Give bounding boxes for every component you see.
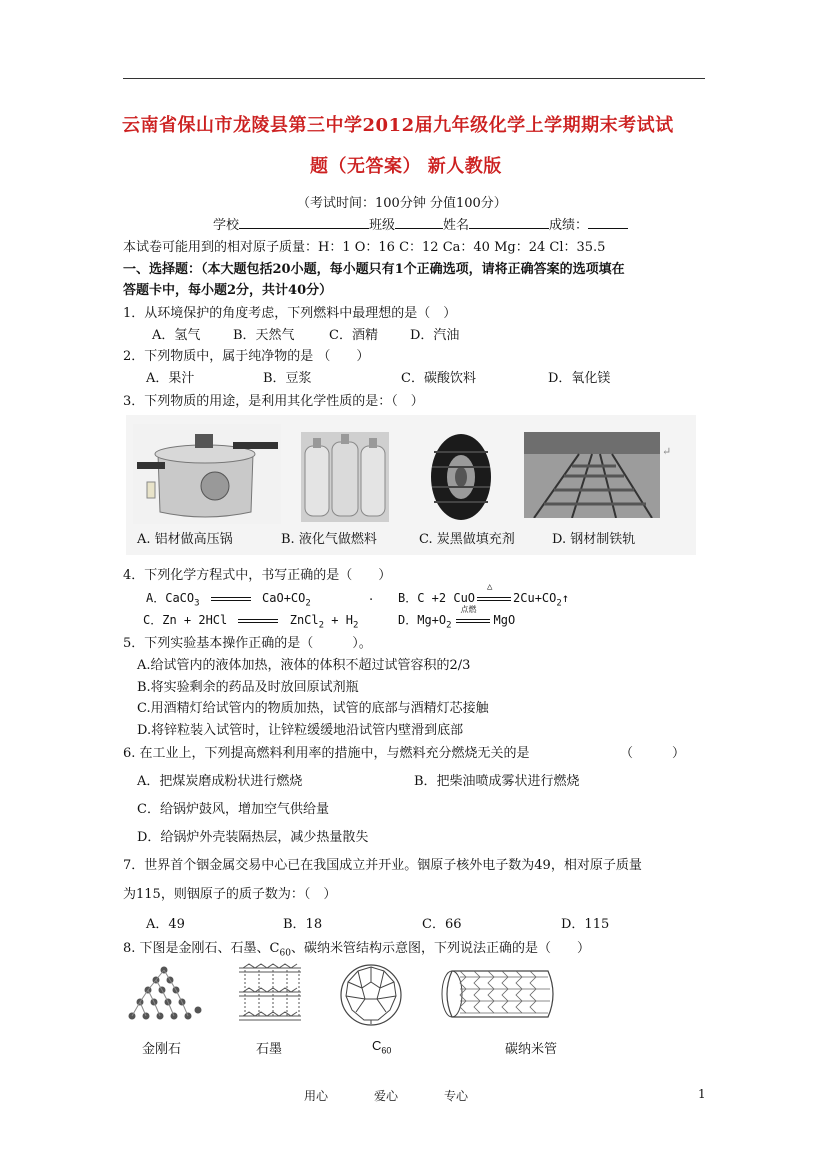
exam-info: （考试时间：100分钟 分值100分） xyxy=(297,196,507,211)
q6-option-d: D．给锅炉外壳装隔热层，减少热量散失 xyxy=(137,830,369,845)
pressure-cooker-image xyxy=(133,424,281,528)
caption-diamond: 金刚石 xyxy=(142,1042,182,1057)
q4-option-a: A．CaCO$_3$ $CaO+CO_2$ xyxy=(146,591,311,609)
q2-option-b: B．豆浆 xyxy=(263,371,312,386)
q6-option-b: B．把柴油喷成雾状进行燃烧 xyxy=(414,774,580,789)
name-blank[interactable] xyxy=(469,216,549,229)
q1-option-b: B．天然气 xyxy=(233,328,295,343)
railway-tracks-image xyxy=(524,432,660,522)
q4-option-c: C．Zn + 2HCl ZnCl$_2$ + $H_2$ xyxy=(143,613,359,631)
heat-condition: △ xyxy=(487,581,493,592)
q3-option-a: A. 铝材做高压锅 xyxy=(137,532,233,547)
score-label: 成绩： xyxy=(549,218,589,233)
gas-arrow: ↑ xyxy=(561,591,570,605)
q5-option-b: B.将实验剩余的药品及时放回原试剂瓶 xyxy=(137,680,359,695)
q3-option-d: D. 钢材制铁轨 xyxy=(552,532,636,547)
q3-stem: 3．下列物质的用途，是利用其化学性质的是：（ ） xyxy=(123,394,424,409)
footer-left: 用心 xyxy=(304,1089,329,1103)
caption-graphite: 石墨 xyxy=(256,1042,283,1057)
q6-option-a: A．把煤炭磨成粉状进行燃烧 xyxy=(137,774,303,789)
q7-option-c: C．66 xyxy=(422,917,462,932)
school-blank[interactable] xyxy=(239,216,369,229)
q2-option-c: C．碳酸饮料 xyxy=(401,371,476,386)
q3-option-b: B. 液化气做燃料 xyxy=(281,532,377,547)
q7-stem-line-1: 7．世界首个铟金属交易中心已在我国成立并开业。铟原子核外电子数为49，相对原子质量 xyxy=(123,858,642,873)
q4-option-b: B．C +2 CuO △ $2Cu+CO_2↑$ xyxy=(398,581,570,609)
q5-stem: 5．下列实验基本操作正确的是（ ）。 xyxy=(123,636,372,651)
q2-option-a: A．果汁 xyxy=(146,371,195,386)
footer-right: 专心 xyxy=(444,1089,469,1103)
c60-structure-image xyxy=(338,962,404,1032)
q7-option-d: D．115 xyxy=(561,917,610,932)
diamond-structure-image xyxy=(126,962,204,1032)
graphite-structure-image xyxy=(235,960,305,1034)
nanotube-structure-image xyxy=(440,965,560,1027)
student-info-row xyxy=(213,214,628,233)
q4-stem: 4．下列化学方程式中，书写正确的是（ ） xyxy=(123,568,392,583)
q7-option-a: A．49 xyxy=(146,917,185,932)
ignite-condition: 点燃 xyxy=(460,604,477,614)
class-blank[interactable] xyxy=(395,216,443,229)
q1-option-d: D．汽油 xyxy=(410,328,460,343)
score-blank[interactable] xyxy=(588,216,628,229)
q7-option-b: B．18 xyxy=(283,917,323,932)
q4-option-a-dot: . xyxy=(369,589,374,604)
caption-nanotube: 碳纳米管 xyxy=(505,1042,558,1057)
title-line-1: 云南省保山市龙陵县第三中学2012届九年级化学上学期期末考试试 xyxy=(122,115,674,136)
q2-stem: 2．下列物质中，属于纯净物的是 （ ） xyxy=(123,349,370,364)
q5-option-a: A.给试管内的液体加热，液体的体积不超过试管容积的2/3 xyxy=(137,658,471,673)
q6-option-c: C．给锅炉鼓风，增加空气供给量 xyxy=(137,802,329,817)
q1-option-a: A．氢气 xyxy=(152,328,201,343)
tire-image xyxy=(428,432,494,526)
equals-sign xyxy=(211,597,251,601)
caption-c60: $C_{60}$ xyxy=(372,1038,392,1056)
q5-option-d: D.将锌粒装入试管时，让锌粒缓缓地沿试管内壁滑到底部 xyxy=(137,723,464,738)
q4-option-d: D．$Mg+O_2$ 点燃 MgO xyxy=(398,604,516,631)
q6-stem: 6. 在工业上，下列提高燃料利用率的措施中，与燃料充分燃烧无关的是 xyxy=(123,746,530,761)
class-label: 班级 xyxy=(369,218,396,233)
name-label: 姓名 xyxy=(443,218,470,233)
q6-paren: （ ） xyxy=(620,746,686,761)
q2-option-d: D．氧化镁 xyxy=(548,371,611,386)
q8-stem: 8. 下图是金刚石、石墨、$C_{60}$、碳纳米管结构示意图，下列说法正确的是（ ） xyxy=(123,941,590,959)
atomic-masses: 本试卷可能用到的相对原子质量：H：1 O：16 C：12 Ca：40 Mg：24 Cl：35.5 xyxy=(123,240,606,255)
top-rule xyxy=(123,78,705,79)
page-number: 1 xyxy=(698,1087,706,1101)
q1-stem: 1．从环境保护的角度考虑，下列燃料中最理想的是（ ） xyxy=(123,306,457,321)
q3-option-c: C. 炭黑做填充剂 xyxy=(419,532,515,547)
gas-cylinders-image xyxy=(301,432,389,526)
school-label: 学校 xyxy=(213,218,240,233)
paragraph-mark-icon: ↵ xyxy=(662,445,672,458)
q1-option-c: C．酒精 xyxy=(329,328,378,343)
q7-stem-line-2: 为115，则铟原子的质子数为：（ ） xyxy=(123,887,337,902)
footer-middle: 爱心 xyxy=(374,1089,399,1103)
section-heading-2: 答题卡中，每小题2分，共计40分） xyxy=(123,283,333,298)
title-line-2: 题（无答案） 新人教版 xyxy=(310,156,502,177)
q5-option-c: C.用酒精灯给试管内的物质加热，试管的底部与酒精灯芯接触 xyxy=(137,701,489,716)
section-heading-1: 一、选择题：（本大题包括20小题，每小题只有1个正确选项，请将正确答案的选项填在 xyxy=(123,262,625,277)
